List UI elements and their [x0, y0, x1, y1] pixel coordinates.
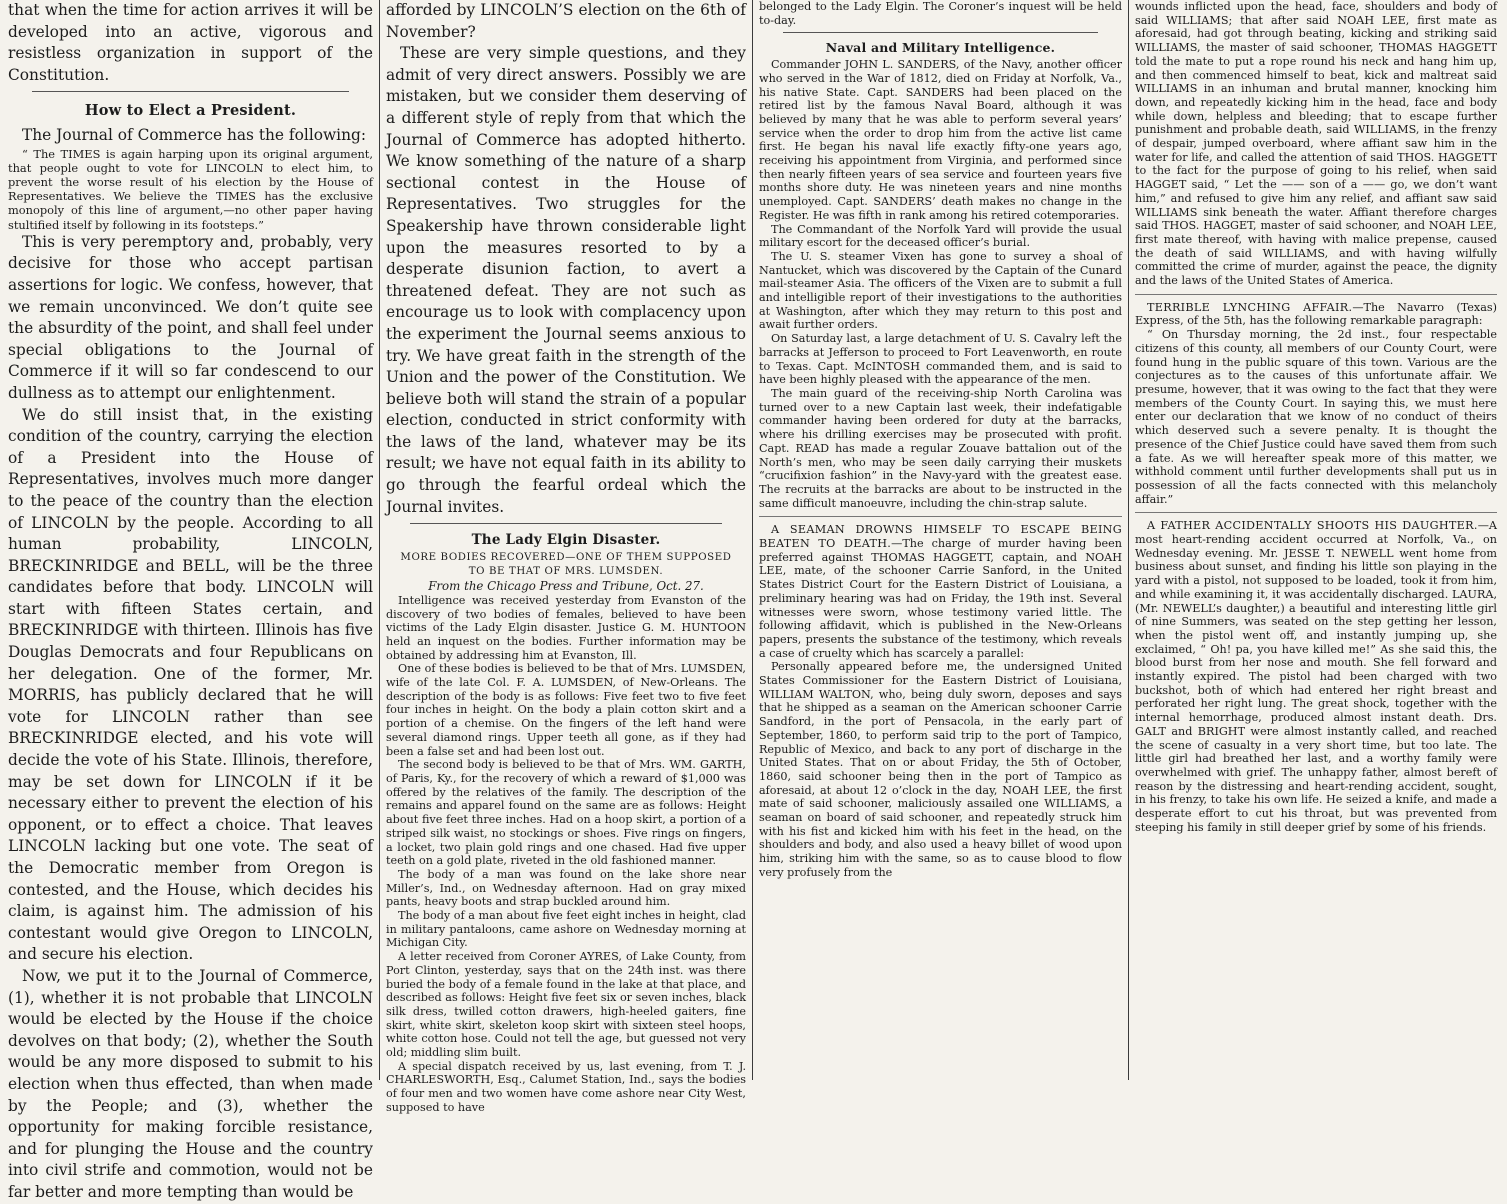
column-2	[380, 0, 753, 1114]
divider	[1135, 512, 1497, 513]
column-4	[1129, 0, 1503, 1080]
divider	[1135, 294, 1497, 295]
article-paragraph: A letter received from Coroner AYRES, of Lake County, from Port Clinton, yesterday, says that on the 24th inst. was there buried the body of a female found in the lake at that place, and described as follows: Height five feet six or seven inches, black silk dress, twilled cotton drawers, high-heeled gaiters, fine skirt, white skirt, skeleton koop skirt with sixteen steel hoops, white cotton hose. Could not tell the age, but guessed not very old; middling slim built.	[386, 950, 746, 1060]
article-text: —The Navarro (Texas) Express, of the 5th, has the following remarkable paragraph:	[1135, 300, 1497, 328]
article-paragraph: The second body is believed to be that of Mrs. WM. GARTH, of Paris, Ky., for the recovery of which a reward of $1,000 was offered by the relatives of the family. The description of the remains and apparel found on the same are as follows: Height about five feet three inches. Had on a hoop skirt, a portion of a striped silk waist, no stockings or shoes. Five rings on fingers, a locket, two plain gold rings and one chased. Had five upper teeth on a gold plate, riveted in the old fashioned manner.	[386, 758, 746, 868]
article-paragraph: This is very peremptory and, probably, very decisive for those who accept partisan assertions for logic. We confess, however, that we remain unconvinced. We don’t quite see the absurdity of the point, and shall feel under special obligations to the Journal of Commerce if it will so far condescend to our dullness as to attempt our enlightenment.	[8, 232, 373, 402]
article-lead: A FATHER ACCIDENTALLY SHOOTS HIS DAUGHTER.	[1147, 519, 1478, 533]
article-paragraph: One of these bodies is believed to be that of Mrs. LUMSDEN, wife of the late Col. F. A. LUMSDEN, of New-Orleans. The description of the body is as follows: Five feet two to five feet four inches in height. On the body a plain cotton skirt and a portion of a chemise. On the fingers of the left hand were several diamond rings. Upper teeth all gone, as if they had been a false set and had been lost out.	[386, 662, 746, 758]
article-paragraph: The body of a man was found on the lake shore near Miller’s, Ind., on Wednesday afternoon. Had on gray mixed pants, heavy boots and strap buckled around him.	[386, 867, 746, 909]
column-1	[2, 0, 380, 1201]
article-paragraph: These are very simple questions, and they admit of very direct answers. Possibly we are mistaken, but we consider them deserving of a different style of reply from that which the Journal of Commerce has adopted hitherto. We know something of the nature of a sharp sectional contest in the House of Representatives. Two struggles for the Speakership have thrown considerable light upon the measures resorted to by a desperate disunion faction, to avert a threatened defeat. They are not such as encourage us to look with complacency upon the experiment the Journal seems anxious to try. We have great faith in the strength of the Union and the power of the Constitution. We believe both will stand the strain of a popular election, conducted in strict conformity with the laws of the land, whatever may be its result; we have not equal faith in its ability to go through the fearful ordeal which the Journal invites.	[386, 44, 746, 516]
continued-paragraph: afforded by LINCOLN’S election on the 6th of November?	[386, 1, 746, 41]
article-paragraph: Intelligence was received yesterday from Evanston of the discovery of two bodies of females, believed to have been victims of the Lady Elgin disaster. Justice G. M. HUNTOON held an inquest on the bodies. Further information may be obtained by addressing him at Evanston, Ill.	[386, 593, 746, 662]
divider	[759, 516, 1122, 517]
continued-paragraph: wounds inflicted upon the head, face, shoulders and body of said WILLIAMS; that after said NOAH LEE, first mate as aforesaid, had got through beating, kicking and striking said WILLIAMS, the master of said schooner, THOMAS HAGGETT told the mate to put a rope round his neck and hang him up, and then commenced himself to beat, kick and maltreat said WILLIAMS in an inhuman and brutal manner, knocking him down, and repeatedly kicking him in the head, face and body while down, helpless and bleeding; that to escape further punishment and probable death, said WILLIAMS, in the frenzy of despair, jumped overboard, where affiant saw him in the water for life, and called the attention of said THOS. HAGGETT to the fact for the purpose of going to his relief, when said HAGGET said, “ Let the —— son of a —— go, we don’t want him,” and refused to give him any relief, and affiant saw said WILLIAMS sink beneath the water. Affiant therefore charges said THOS. HAGGET, master of said schooner, and NOAH LEE, first mate thereof, with having with malice prepense, caused the death of said WILLIAMS, and with having wilfully committed the crime of murder, against the peace, the dignity and the laws of the United States of America.	[1135, 0, 1497, 288]
article-paragraph: Commander JOHN L. SANDERS, of the Navy, another officer who served in the War of 1812, died on Friday at Norfolk, Va., his native State. Capt. SANDERS had been placed on the retired list by the famous Naval Board, although it was believed by many that he was able to perform several years’ service when the order to drop him from the active list came first. He began his naval life exactly fifty-one years ago, receiving his appointment from Virginia, and performed since then nearly fifteen years of sea service and fourteen years five months shore duty. He was nineteen years and nine months unemployed. Capt. SANDERS’ death makes no change in the Register. He was fifth in rank among his retired cotemporaries.	[759, 58, 1122, 222]
article-text: —The charge of murder having been preferred against THOMAS HAGGETT, captain, and NOAH LEE, mate, of the schooner Carrie Sanford, in the United States District Court for the Eastern District of Louisiana, a preliminary hearing was had on Friday, the 19th inst. Several witnesses were sworn, whose testimony varied little. The following affidavit, which is published in the New-Orleans papers, presents the substance of the testimony, which reveals a case of cruelty which has scarcely a parallel:	[759, 537, 1122, 660]
article-paragraph: The main guard of the receiving-ship North Carolina was turned over to a new Captain last week, their indefatigable commander having been ordered for duty at the barracks, where his drilling exercises may be prosecuted with profit. Capt. READ has made a regular Zouave battalion out of the North’s men, who may be seen daily carrying their muskets “crucifixion fashion” in the Navy-yard with the greatest ease. The recruits at the barracks are about to be instructed in the same difficult manoeuvre, including the chin-strap salute.	[759, 386, 1122, 510]
divider	[32, 91, 349, 92]
article-paragraph: The body of a man about five feet eight inches in height, clad in military pantaloons, came ashore on Wednesday morning at Michigan City.	[386, 909, 746, 950]
article-paragraph	[759, 523, 1122, 660]
divider	[410, 523, 722, 524]
article-paragraph: Personally appeared before me, the undersigned United States Commissioner for the Eastern District of Louisiana, WILLIAM WALTON, who, being duly sworn, deposes and says that he shipped as a seaman on the American schooner Carrie Sandford, in the port of Pensacola, in the early part of September, 1860, to perform said trip to the port of Tampico, Republic of Mexico, and back to any port of discharge in the United States. That on or about Friday, the 5th of October, 1860, said schooner being then in the port of Tampico as aforesaid, at about 12 o’clock in the day, NOAH LEE, the first mate of said schooner, maliciously assailed one WILLIAMS, a seaman on board of said schooner, and repeatedly struck him with his fist and kicked him with his feet in the head, on the shoulders and body, and also used a heavy billet of wood upon him, striking him with the same, so as to cause blood to flow very profusely from the	[759, 660, 1122, 879]
article-paragraph: The U. S. steamer Vixen has gone to survey a shoal of Nantucket, which was discovered by the Captain of the Cunard mail-steamer Asia. The officers of the Vixen are to submit a full and intelligible report of their investigations to the authorities at Washington, after which they may return to this post and await further orders.	[759, 249, 1122, 332]
article-quote: “ The TIMES is again harping upon its original argument, that people ought to vote for LINCOLN to elect him, to prevent the worse result of his election by the House of Representatives. We believe the TIMES has the exclusive monopoly of this line of argument,—no other paper having stultified itself by following in its footsteps.”	[8, 146, 373, 232]
column-3	[753, 0, 1129, 1080]
article-subheadline: MORE BODIES RECOVERED—ONE OF THEM SUPPOSED	[400, 552, 732, 564]
article-lead: TERRIBLE LYNCHING AFFAIR.	[1147, 300, 1353, 314]
article-lead: A SEAMAN DROWNS HIMSELF TO ESCAPE BEING BEATEN TO DEATH.	[759, 523, 1122, 551]
article-subheadline: TO BE THAT OF MRS. LUMSDEN.	[468, 566, 664, 578]
article-paragraph: A special dispatch received by us, last evening, from T. J. CHARLESWORTH, Esq., Calumet Station, Ind., says the bodies of four men and two women have come ashore near City West, supposed to have	[386, 1059, 746, 1114]
article-paragraph: Now, we put it to the Journal of Commerce, (1), whether it is not probable that LINCOLN would be elected by the House if the choice devolves on that body; (2), whether the South would be any more disposed to submit to his election when thus effected, than when made by the People; and (3), whether the opportunity for making forcible resistance, and for plunging the House and the country into civil strife and commotion, would not be far better and more tempting than would be	[8, 966, 373, 1201]
article-quote: “ On Thursday morning, the 2d inst., four respectable citizens of this county, all members of our County Court, were found hung in the public square of this town. Various are the conjectures as to the causes of this unfortunate affair. We presume, however, that it was owing to the fact that they were members of the County Court. In saying this, we must here enter our declaration that we know of no conduct of theirs which deserved such a severe penalty. It is thought the presence of the Chief Justice could have saved them from such a fate. As we will hereafter speak more of this matter, we withhold comment until further developments shall put us in possession of all the facts connected with this melancholy affair.”	[1135, 328, 1497, 506]
article-intro: The Journal of Commerce has the following:	[22, 125, 367, 144]
article-headline: The Lady Elgin Disaster.	[471, 532, 661, 549]
article-paragraph: The Commandant of the Norfolk Yard will provide the usual military escort for the deceased officer’s burial.	[759, 222, 1122, 250]
article-paragraph: On Saturday last, a large detachment of U. S. Cavalry left the barracks at Jefferson to proceed to Fort Leavenworth, en route to Texas. Capt. McINTOSH commanded them, and is said to have been highly pleased with the appearance of the men.	[759, 332, 1122, 387]
divider	[783, 32, 1098, 33]
continued-paragraph: that when the time for action arrives it will be developed into an active, vigorous and resistless organization in support of the Constitution.	[8, 1, 373, 84]
article-text: —A most heart-rending accident occurred at Norfolk, Va., on Wednesday evening. Mr. JESSE T. NEWELL went home from business about sunset, and finding his little son playing in the yard with a pistol, not supposed to be loaded, took it from him, and while examining it, it was accidentally discharged. LAURA, (Mr. NEWELL’s daughter,) a beautiful and interesting little girl of nine Summers, was seated on the step getting her lesson, when the pistol went off, and instantly jumping up, she exclaimed, “ Oh! pa, you have killed me!” As she said this, the blood burst from her nose and mouth. She fell forward and instantly expired. The pistol had been charged with two buckshot, both of which had entered her right breast and perforated her right lung. The great shock, together with the internal hemorrhage, produced almost instant death. Drs. GALT and BRIGHT were almost instantly called, and reached the scene of casualty in a very short time, but too late. The little girl had breathed her last, and a worthy family were overwhelmed with grief. The unhappy father, almost bereft of reason by the distressing and heart-rending accident, sought, in his frenzy, to take his own life. He seized a knife, and made a desperate effort to cut his throat, but was prevented from steeping his family in still deeper grief by some of his friends.	[1135, 519, 1497, 834]
continued-paragraph: belonged to the Lady Elgin. The Coroner’s inquest will be held to-day.	[759, 0, 1122, 27]
article-headline: Naval and Military Intelligence.	[825, 40, 1056, 56]
article-paragraph: We do still insist that, in the existing condition of the country, carrying the election of a President into the House of Representatives, involves much more danger to the peace of the country than the election of LINCOLN by the people. According to all human probability, LINCOLN, BRECKINRIDGE and BELL, will be the three candidates before that body. LINCOLN will start with fifteen States certain, and BRECKINRIDGE with thirteen. Illinois has five Douglas Democrats and four Republicans on her delegation. One of the former, Mr. MORRIS, has publicly declared that he will vote for LINCOLN rather than see BRECKINRIDGE elected, and his vote will decide the vote of his State. Illinois, therefore, may be set down for LINCOLN if it be necessary either to prevent the election of his opponent, or to effect a choice. That leaves LINCOLN lacking but one vote. The seat of the Democratic member from Oregon is contested, and the House, which decides his claim, is against him. The admission of his contestant would give Oregon to LINCOLN, and secure his election.	[8, 405, 373, 964]
article-paragraph	[1135, 519, 1497, 834]
article-headline: How to Elect a President.	[84, 102, 297, 120]
article-paragraph	[1135, 301, 1497, 328]
article-source: From the Chicago Press and Tribune, Oct. 27.	[428, 578, 704, 593]
